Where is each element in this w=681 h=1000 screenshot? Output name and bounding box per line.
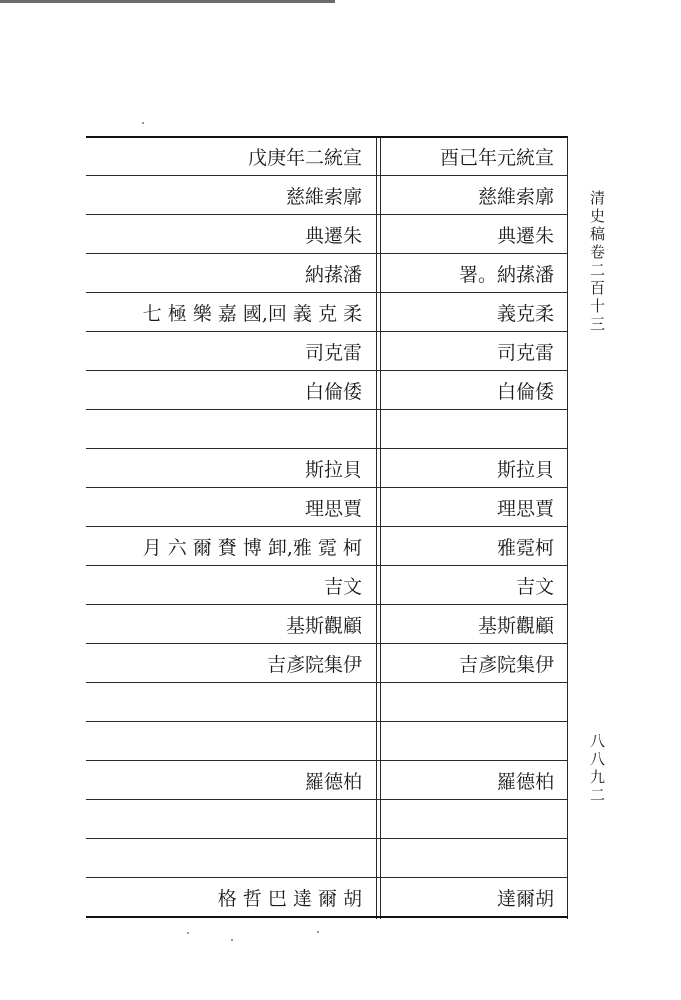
left-column-cell: [86, 722, 362, 760]
scan-speck: [142, 122, 144, 124]
right-column-cell: 羅德柏: [496, 770, 554, 793]
scan-speck: [317, 931, 319, 933]
right-column-cell: 斯拉貝: [496, 458, 554, 481]
left-column-cell: [86, 800, 362, 838]
page-number: 八八九二: [588, 733, 606, 805]
left-column-cell: 格 哲 巴 達 爾 胡: [217, 887, 362, 910]
left-column-cell: 典遷朱: [304, 224, 362, 247]
left-column-cell: 吉文: [323, 575, 362, 598]
left-column-cell: 吉彥院集伊: [266, 653, 362, 676]
left-column-cell: 羅德柏: [304, 770, 362, 793]
scan-edge: [0, 0, 335, 3]
right-column-cell: [382, 722, 554, 760]
right-column-cell: [382, 839, 554, 877]
right-column-cell: 署。納蓀潘: [458, 263, 554, 286]
right-column-cell: 基斯觀顧: [477, 614, 554, 637]
row-rule: [86, 916, 568, 918]
official-table: [86, 136, 568, 919]
left-column-cell: 基斯觀顧: [285, 614, 362, 637]
right-column-cell: 吉文: [515, 575, 554, 598]
right-column-cell: 義克柔: [496, 302, 554, 325]
right-column-cell: 吉彥院集伊: [458, 653, 554, 676]
left-column-cell: 七 極 樂 嘉 國,回 義 克 柔: [142, 302, 362, 325]
right-column-cell: 酉己年元統宣: [439, 146, 554, 169]
left-column-cell: 斯拉貝: [304, 458, 362, 481]
left-column-cell: [86, 839, 362, 877]
left-column-cell: 司克雷: [304, 341, 362, 364]
right-column-cell: 理思賈: [496, 497, 554, 520]
left-column-cell: 白倫倭: [304, 380, 362, 403]
right-column-cell: 司克雷: [496, 341, 554, 364]
left-column-cell: 戊庚年二統宣: [247, 146, 362, 169]
left-column-cell: 月 六 爾 賚 博 卸,雅 霓 柯: [142, 536, 362, 559]
right-column-cell: [382, 410, 554, 448]
right-column-cell: [382, 683, 554, 721]
volume-title: 清史稿卷二百十三: [588, 190, 606, 334]
right-column-cell: 慈維索廓: [477, 185, 554, 208]
left-column-cell: 理思賈: [304, 497, 362, 520]
right-column-cell: 雅霓柯: [496, 536, 554, 559]
scan-speck: [231, 939, 233, 941]
right-column-cell: [382, 800, 554, 838]
right-column-cell: 達爾胡: [496, 887, 554, 910]
right-column-cell: 典遷朱: [496, 224, 554, 247]
scan-speck: [187, 932, 189, 934]
left-column-cell: 慈維索廓: [285, 185, 362, 208]
left-column-cell: [86, 410, 362, 448]
left-column-cell: [86, 683, 362, 721]
right-column-cell: 白倫倭: [496, 380, 554, 403]
left-column-cell: 納蓀潘: [304, 263, 362, 286]
